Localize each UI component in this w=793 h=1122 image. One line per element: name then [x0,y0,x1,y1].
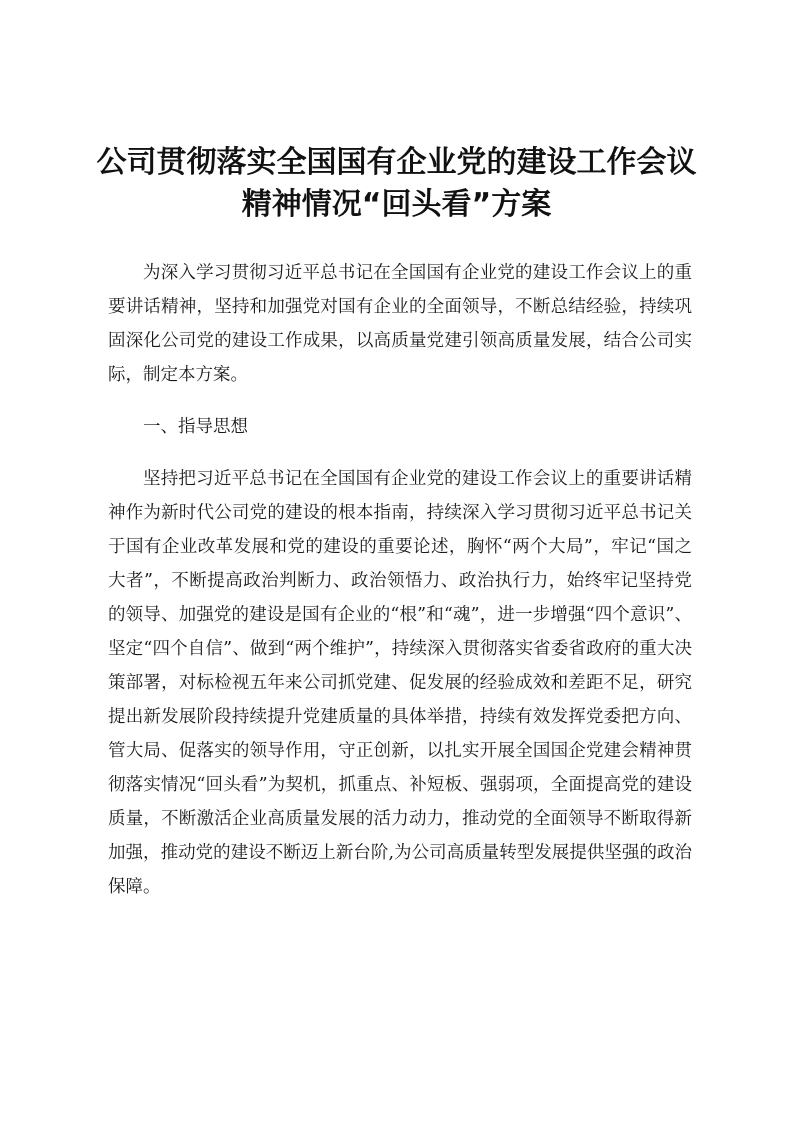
intro-paragraph: 为深入学习贯彻习近平总书记在全国国有企业党的建设工作会议上的重要讲话精神，坚持和加强党对国有企业的全面领导，不断总结经验，持续巩固深化公司党的建设工作成果，以高质量党建引领高质量发展，结合公司实际，制定本方案。 [108,263,692,385]
guiding-ideology-paragraph: 坚持把习近平总书记在全国国有企业党的建设工作会议上的重要讲话精神作为新时代公司党的建设的根本指南，持续深入学习贯彻习近平总书记关于国有企业改革发展和党的建设的重要论述，胸怀“两个大局”，牢记“国之大者”，不断提高政治判断力、政治领悟力、政治执行力，始终牢记坚持党的领导、加强党的建设是国有企业的“根”和“魂”，进一步增强“四个意识”、坚定“四个自信”、做到“两个维护”，持续深入贯彻落实省委省政府的重大决策部署，对标检视五年来公司抓党建、促发展的经验成效和差距不足，研究提出新发展阶段持续提升党建质量的具体举措，持续有效发挥党委把方向、管大局、促落实的领导作用，守正创新，以扎实开展全国国企党建会精神贯彻落实情况“回头看”为契机，抓重点、补短板、强弱项，全面提高党的建设质量，不断激活企业高质量发展的活力动力，推动党的全面领导不断取得新加强，推动党的建设不断迈上新台阶,为公司高质量转型发展提供坚强的政治保障。 [108,469,692,897]
title-line-2: 精神情况“回头看”方案 [241,187,552,222]
document-body [108,256,692,922]
document-title [60,142,733,226]
section-heading-guiding-ideology: 一、指导思想 [143,417,248,437]
title-line-1: 公司贯彻落实全国国有企业党的建设工作会议 [96,145,697,180]
